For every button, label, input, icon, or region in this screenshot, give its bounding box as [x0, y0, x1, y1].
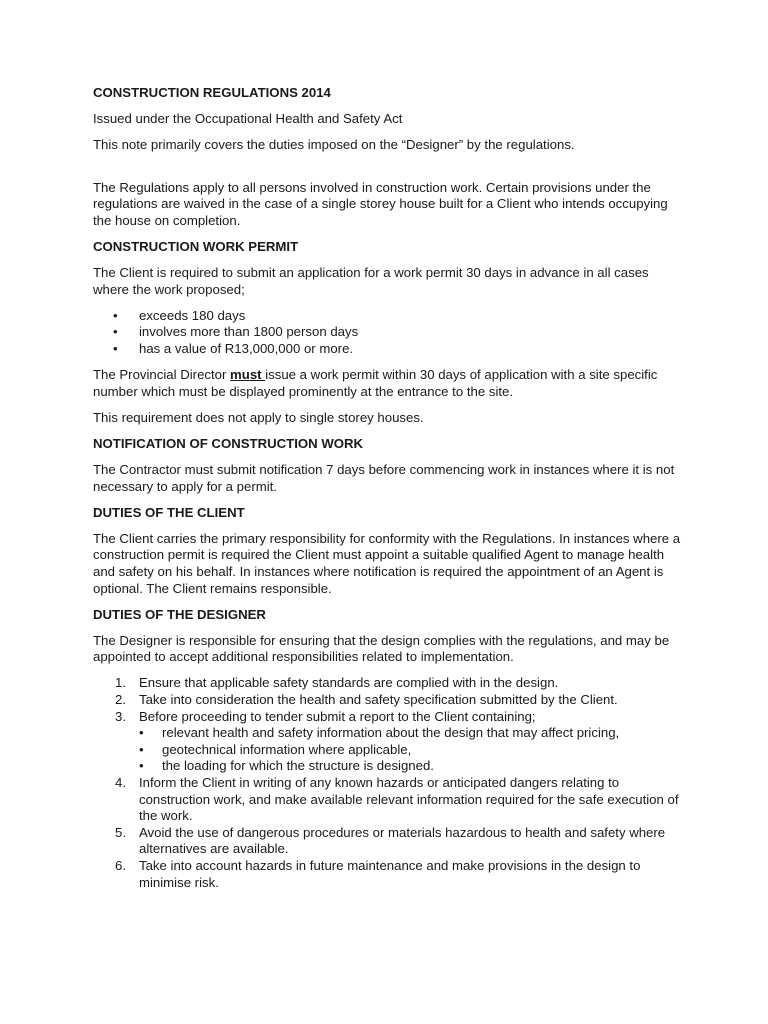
client-paragraph: The Client carries the primary responsibility for conformity with the Regulations. In instances where a construction permit is required the Client must appoint a suitable qualified Agent to manage health and safety on his behalf. In instances where notification is required the appointment of an Agent is optional. The Client remains responsible.	[93, 530, 681, 596]
bullet-icon: •	[113, 307, 118, 323]
list-item: 2. Take into consideration the health and safety specification submitted by the Client.	[115, 692, 618, 708]
list-item: 5. Avoid the use of dangerous procedures or materials hazardous to health and safety where alternatives are available.	[115, 824, 666, 857]
intro-paragraph: The Regulations apply to all persons involved in construction work. Certain provisions under the regulations are waived in the case of a single storey house built for a Client who intends occupying the house on completion.	[93, 179, 668, 228]
report-contents-list	[139, 725, 683, 775]
section-heading-permit: CONSTRUCTION WORK PERMIT	[93, 239, 299, 255]
document-page	[93, 85, 683, 891]
list-item: • involves more than 1800 person days	[113, 324, 359, 340]
exemption-paragraph: This requirement does not apply to single storey houses.	[93, 409, 424, 425]
permit-criteria-list	[93, 308, 683, 358]
section-heading-notification: NOTIFICATION OF CONSTRUCTION WORK	[93, 435, 364, 451]
document-title: CONSTRUCTION REGULATIONS 2014	[93, 85, 331, 100]
notification-paragraph: The Contractor must submit notification 7 days before commencing work in instances where it is not necessary to apply for a permit.	[93, 462, 675, 494]
emphasis-must: must	[230, 367, 266, 383]
document-subtitle: Issued under the Occupational Health and Safety Act	[93, 111, 403, 127]
section-heading-designer: DUTIES OF THE DESIGNER	[93, 606, 266, 622]
list-item: 1. Ensure that applicable safety standards are complied with in the design.	[115, 675, 559, 691]
scope-note: This note primarily covers the duties imposed on the “Designer” by the regulations.	[93, 137, 575, 153]
list-item: • has a value of R13,000,000 or more.	[113, 341, 354, 357]
designer-intro: The Designer is responsible for ensuring that the design complies with the regulations, and may be appointed to accept additional responsibilities related to implementation.	[93, 632, 670, 665]
bullet-icon: •	[139, 725, 144, 741]
section-heading-client: DUTIES OF THE CLIENT	[93, 504, 245, 520]
permit-intro: The Client is required to submit an application for a work permit 30 days in advance in all cases where the work proposed;	[93, 265, 649, 297]
bullet-icon: •	[139, 741, 144, 757]
list-item: • relevant health and safety information about the design that may affect pricing,	[139, 725, 620, 741]
bullet-icon: •	[139, 758, 144, 774]
list-item: 3. Before proceeding to tender submit a report to the Client containing; • relevant health and safety information about the design that may affect pricing, • geotechnical information where applicable, • the loading for which the structure is designed.	[93, 709, 683, 775]
list-item: • the loading for which the structure is designed.	[139, 758, 434, 774]
list-item: 4. Inform the Client in writing of any known hazards or anticipated dangers relating to construction work, and make available relevant information required for the safe execution of the work.	[115, 775, 679, 824]
designer-duties-list	[93, 675, 683, 891]
list-item: • exceeds 180 days	[113, 307, 246, 323]
director-paragraph: The Provincial Director must issue a work permit within 30 days of application with a site specific number which must be displayed prominently at the entrance to the site.	[93, 367, 658, 399]
bullet-icon: •	[113, 341, 118, 357]
list-item: • geotechnical information where applicable,	[139, 741, 412, 757]
list-item: 6. Take into account hazards in future maintenance and make provisions in the design to minimise risk.	[115, 857, 641, 890]
bullet-icon: •	[113, 324, 118, 340]
